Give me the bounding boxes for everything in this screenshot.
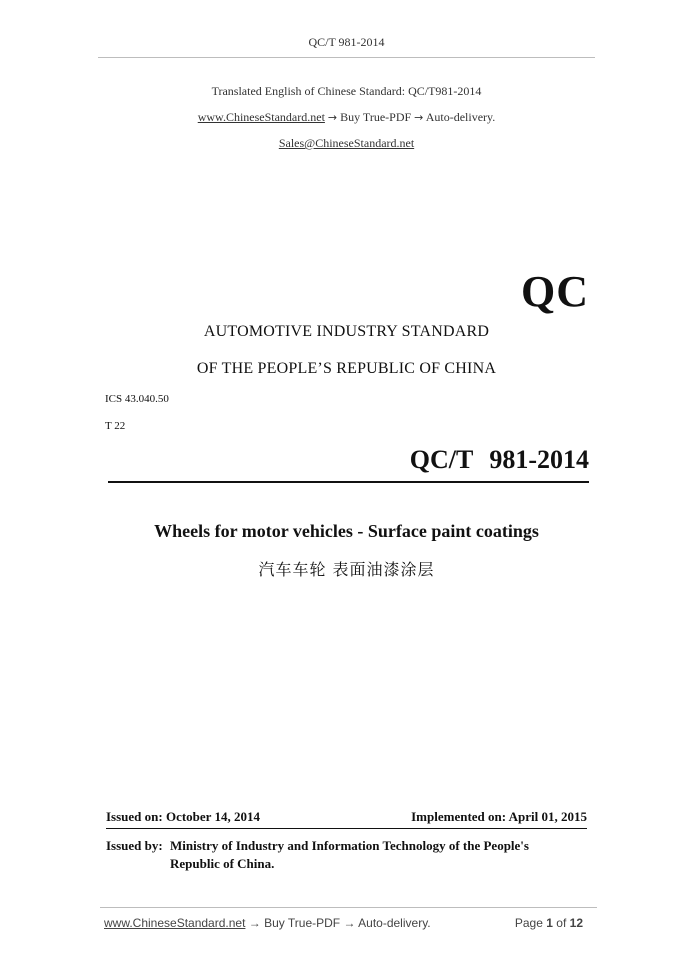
arrow-right-icon: →: [414, 111, 424, 124]
running-header: QC/T 981-2014: [308, 35, 385, 49]
footer-divider: [100, 907, 597, 908]
page-current: 1: [546, 916, 553, 930]
standard-number: QC/T 981-2014: [409, 445, 589, 474]
auto-delivery-text: Auto-delivery.: [425, 110, 496, 124]
title-divider: [108, 481, 589, 483]
page-label: Page: [514, 916, 543, 930]
qc-logo: QC: [521, 267, 589, 316]
issued-by-block: [106, 838, 586, 872]
issued-by-line2: Republic of China.: [170, 856, 275, 871]
classification-code: T 22: [105, 420, 126, 432]
arrow-right-icon: →: [327, 111, 338, 124]
footer-promo: [104, 916, 431, 930]
translation-note: Translated English of Chinese Standard: QC/T981-2014: [211, 84, 482, 98]
page-total: 12: [569, 916, 583, 930]
promo-line: [0, 110, 693, 125]
implemented-on: Implemented on: April 01, 2015: [411, 809, 587, 824]
issued-by-label: Issued by:: [106, 838, 163, 853]
sales-email-link[interactable]: Sales@ChineseStandard.net: [278, 136, 415, 150]
issued-by-line1: Ministry of Industry and Information Technology of the People's: [170, 838, 529, 853]
sales-email-line: [0, 136, 693, 151]
header-divider: [98, 57, 595, 58]
buy-pdf-text: Buy True-PDF: [340, 110, 412, 124]
page-indicator: [515, 916, 583, 930]
footer-buy-text: Buy True-PDF: [264, 916, 341, 930]
site-link[interactable]: www.ChineseStandard.net: [197, 110, 325, 124]
standard-title-line1: AUTOMOTIVE INDUSTRY STANDARD: [203, 323, 490, 340]
document-title-cn: 汽车车轮 表面油漆涂层: [258, 560, 435, 579]
issued-on: Issued on: October 14, 2014: [106, 809, 260, 824]
arrow-right-icon: →: [248, 916, 261, 930]
dates-divider: [106, 828, 587, 829]
arrow-right-icon: →: [343, 916, 356, 930]
page-of: of: [556, 916, 567, 930]
ics-code: ICS 43.040.50: [105, 393, 169, 405]
document-title-en: Wheels for motor vehicles - Surface paint coatings: [154, 521, 539, 541]
footer-delivery-text: Auto-delivery.: [358, 916, 431, 930]
footer-site-link[interactable]: www.ChineseStandard.net: [104, 916, 246, 930]
standard-title-line2: OF THE PEOPLE’S REPUBLIC OF CHINA: [196, 360, 497, 377]
